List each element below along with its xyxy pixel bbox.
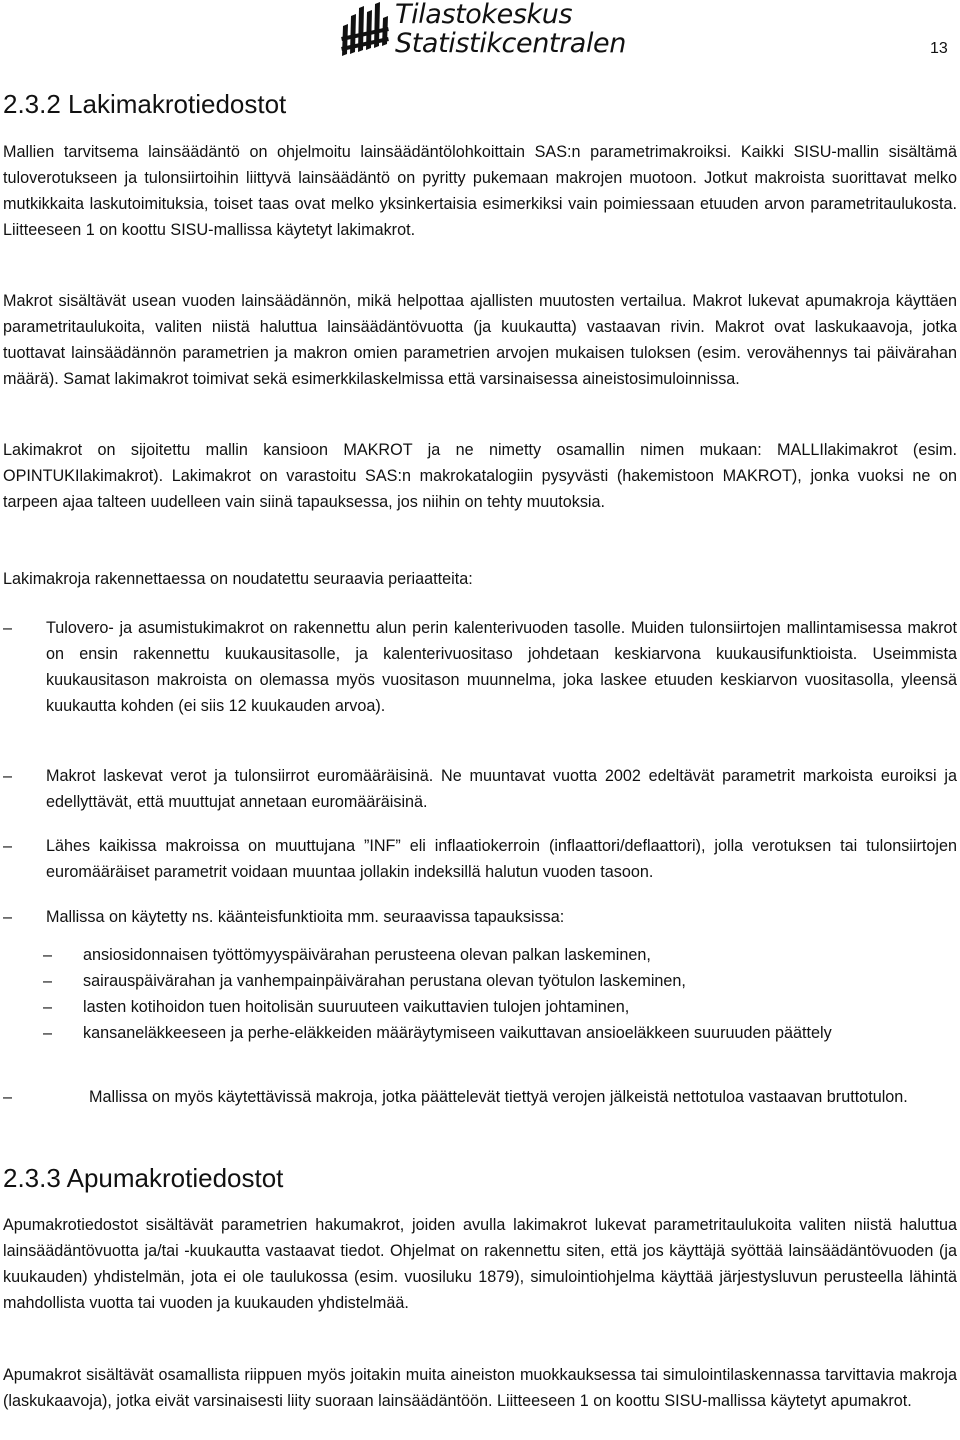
list-item-text: Makrot laskevat verot ja tulonsiirrot euromääräisinä. Ne muuntavat vuotta 2002 edeltävät parametrit markoista euroiksi ja edellyttävät, että muuttujat annetaan euromääräisinä. [46, 767, 957, 811]
list-dash: – [43, 1024, 53, 1042]
sub-list-item-text: lasten kotihoidon tuen hoitolisän suuruuteen vaikuttavien tulojen johtaminen, [83, 998, 630, 1016]
paragraph: Apumakrot sisältävät osamallista riippuen myös joitakin muita aineiston muokkauksessa tai simulointilaskennassa tarvittavia makroja (laskukaavoja), jotka eivät varsinaisesti liity suoraan lainsäädäntöön. Liitteeseen 1 on koottu SISU-mallissa käytetyt apumakrot. [3, 1366, 957, 1410]
list-item-text: Mallissa on käytetty ns. käänteisfunktioita mm. seuraavissa tapauksissa: [46, 908, 565, 926]
paragraph: Apumakrotiedostot sisältävät parametrien hakumakrot, joiden avulla lakimakrot lukevat parametritaulukoita valiten niistä haluttua lainsäädäntövuotta ja/tai -kuukautta vastaavat tiedot. Ohjelmat on rakennettu siten, että jos käyttäjä syöttää lainsäädäntövuoden (ja kuukauden) yhdistelmän, jota ei ole taulukossa (esim. vuosiluku 1879), simulointiohjelma käyttää järjestysluvun perusteella lähintä mahdollista vuotta tai vuoden ja kuukauden yhdistelmää. [3, 1216, 957, 1312]
list-dash: – [43, 972, 53, 990]
page-number: 13 [930, 40, 948, 57]
list-dash: – [3, 619, 13, 637]
list-dash: – [43, 998, 53, 1016]
list-item-text: Tulovero- ja asumistukimakrot on rakennettu alun perin kalenterivuoden tasolle. Muiden tulonsiirtojen mallintamisessa makrot on ensin rakennettu kuukausitasolle, ja kalenterivuositaso johdetaan keskiarvona kuukausifunktioista. Useimmista kuukausitason makroista on olemassa myös vuositason muunnelma, joka laskee etuuden keskiarvon vuositasolla, yleensä kuukautta kohden (ei siis 12 kuukauden arvoa). [46, 619, 957, 715]
section-heading-apumakrotiedostot: 2.3.3 Apumakrotiedostot [3, 1163, 284, 1193]
list-dash: – [3, 837, 13, 855]
stats-bars-logo-icon [341, 2, 389, 56]
sub-list-item-text: ansiosidonnaisen työttömyyspäivärahan perusteena olevan palkan laskeminen, [83, 946, 651, 964]
logo-wordmark [395, 0, 626, 58]
list-item-text: Lähes kaikissa makroissa on muuttujana ”INF” eli inflaatiokerroin (inflaattori/deflaattori), jolla verotuksen tai tulonsiirtojen euromääräiset parametrit voidaan muuntaa jollakin indeksillä halutun vuoden tasoon. [46, 837, 957, 881]
logo-line-finnish: Tilastokeskus [395, 0, 573, 30]
list-dash: – [3, 908, 13, 926]
sub-list-item-text: sairauspäivärahan ja vanhempainpäivärahan perustana olevan työtulon laskeminen, [83, 972, 686, 990]
logo-line-swedish: Statistikcentralen [395, 28, 626, 59]
sub-list-item-text: kansaneläkkeeseen ja perhe-eläkkeiden määräytymiseen vaikuttavan ansioeläkkeen suuruuden päättely [83, 1024, 832, 1042]
list-dash: – [3, 767, 13, 785]
list-dash: – [3, 1088, 13, 1106]
section-heading-lakimakrotiedostot: 2.3.2 Lakimakrotiedostot [3, 89, 287, 119]
paragraph: Makrot sisältävät usean vuoden lainsäädännön, mikä helpottaa ajallisten muutosten vertailua. Makrot lukevat apumakroja käyttäen parametritaulukoita, valiten niistä haluttua lainsäädäntövuotta (ja kuukautta) vastaavan rivin. Makrot ovat laskukaavoja, jotka tuottavat lainsäädännön parametrien ja makron omien parametrien arvojen mukaisen tuloksen (esim. verovähennys tai päivärahan määrä). Samat lakimakrot toimivat sekä esimerkkilaskelmissa että varsinaisessa aineistosimuloinnissa. [3, 292, 957, 388]
list-dash: – [43, 946, 53, 964]
paragraph: Lakimakroja rakennettaessa on noudatettu seuraavia periaatteita: [3, 570, 473, 588]
paragraph: Mallien tarvitsema lainsäädäntö on ohjelmoitu lainsäädäntölohkoittain SAS:n parametrimakroiksi. Kaikki SISU-mallin sisältämä tuloverotukseen ja tulonsiirtoihin liittyvä lainsäädäntö on pyritty pukemaan makrojen muotoon. Jotkut makroista suorittavat melko mutkikkaita laskutoimituksia, toiset taas ovat melko yksinkertaisia esimerkiksi vain poimiessaan etuuden arvon parametritaulukosta. Liitteeseen 1 on koottu SISU-mallissa käytetyt lakimakrot. [3, 143, 957, 239]
paragraph: Lakimakrot on sijoitettu mallin kansioon MAKROT ja ne nimetty osamallin nimen mukaan: MALLIlakimakrot (esim. OPINTUKIlakimakrot). Lakimakrot on varastoitu SAS:n makrokatalogiin pysyvästi (hakemistoon MAKROT), jonka vuoksi ne on tarpeen ajaa talteen uudelleen vain siinä tapauksessa, jos niihin on tehty muutoksia. [3, 441, 957, 511]
list-item-text: Mallissa on myös käytettävissä makroja, jotka päättelevät tiettyä verojen jälkeistä nettotuloa vastaavan bruttotulon. [89, 1088, 908, 1106]
